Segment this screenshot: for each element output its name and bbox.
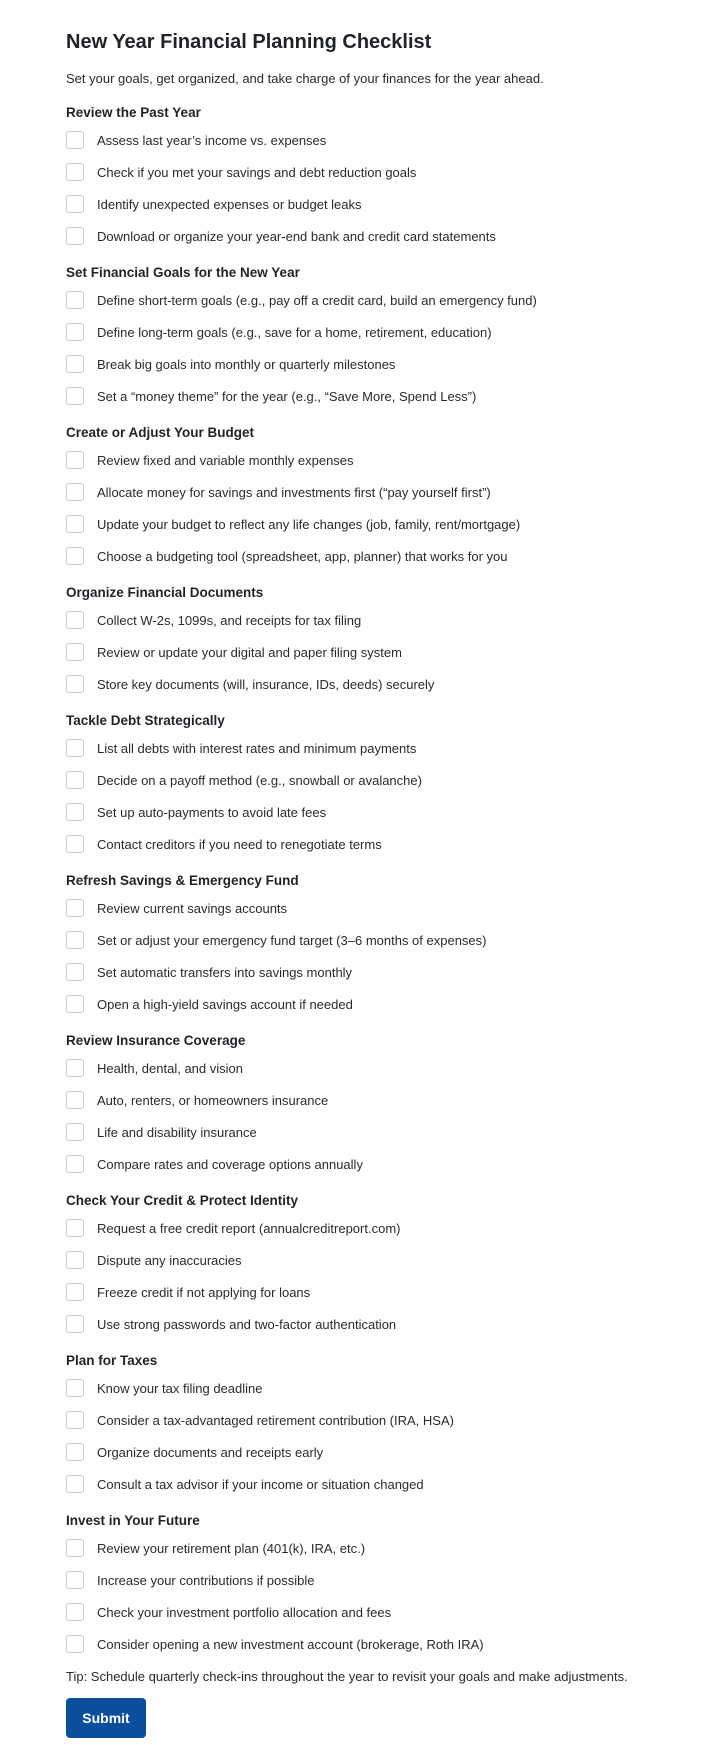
checkbox[interactable] [66, 931, 84, 949]
checklist-item[interactable] [66, 1052, 711, 1084]
section-0 [66, 104, 711, 252]
checklist-item[interactable] [66, 1148, 711, 1180]
checklist-item-label: Allocate money for savings and investments first (“pay yourself first”) [97, 484, 491, 500]
checklist-item-label: Dispute any inaccuracies [97, 1252, 242, 1268]
checklist-item-label: Consider a tax-advantaged retirement contribution (IRA, HSA) [97, 1412, 454, 1428]
checkbox[interactable] [66, 1571, 84, 1589]
checklist-item[interactable] [66, 1404, 711, 1436]
section-title: Tackle Debt Strategically [66, 713, 225, 728]
checklist-item-label: Identify unexpected expenses or budget leaks [97, 196, 362, 212]
checklist [66, 732, 711, 860]
checkbox[interactable] [66, 1315, 84, 1333]
checkbox[interactable] [66, 355, 84, 373]
checklist-item[interactable] [66, 1596, 711, 1628]
checklist-item-label: Know your tax filing deadline [97, 1380, 263, 1396]
checklist-item-label: Freeze credit if not applying for loans [97, 1284, 311, 1300]
checkbox[interactable] [66, 1539, 84, 1557]
checkbox[interactable] [66, 1219, 84, 1237]
section-title: Organize Financial Documents [66, 585, 264, 600]
checklist-item-label: Compare rates and coverage options annually [97, 1156, 363, 1172]
checklist-item[interactable] [66, 1308, 711, 1340]
checkbox[interactable] [66, 1475, 84, 1493]
checklist [66, 284, 711, 412]
checklist [66, 1372, 711, 1500]
checklist-item-label: Review or update your digital and paper filing system [97, 644, 402, 660]
checkbox[interactable] [66, 387, 84, 405]
section-8 [66, 1352, 711, 1500]
submit-button[interactable]: Submit [66, 1698, 146, 1738]
page-title: New Year Financial Planning Checklist [66, 31, 432, 53]
checklist [66, 444, 711, 572]
checklist-item[interactable] [66, 796, 711, 828]
checklist-item-label: Assess last year’s income vs. expenses [97, 132, 327, 148]
checklist-item[interactable] [66, 1212, 711, 1244]
checklist-item-label: Collect W-2s, 1099s, and receipts for tax filing [97, 612, 362, 628]
checklist-item-label: Update your budget to reflect any life changes (job, family, rent/mortgage) [97, 516, 521, 532]
checklist-item[interactable] [66, 1532, 711, 1564]
checklist-sections [66, 104, 711, 1660]
checklist-item-label: Set up auto-payments to avoid late fees [97, 804, 327, 820]
checklist-item[interactable] [66, 284, 711, 316]
section-1 [66, 264, 711, 412]
section-7 [66, 1192, 711, 1340]
checklist-item[interactable] [66, 476, 711, 508]
checklist-item-label: Organize documents and receipts early [97, 1444, 324, 1460]
checklist-item-label: Review fixed and variable monthly expenses [97, 452, 354, 468]
checklist-item[interactable] [66, 1372, 711, 1404]
checklist-item-label: Review your retirement plan (401(k), IRA, etc.) [97, 1540, 366, 1556]
checkbox[interactable] [66, 803, 84, 821]
checklist-item-label: Use strong passwords and two-factor authentication [97, 1316, 397, 1332]
checklist-item[interactable] [66, 636, 711, 668]
checkbox[interactable] [66, 1635, 84, 1653]
checklist-item[interactable] [66, 828, 711, 860]
checklist-item[interactable] [66, 1276, 711, 1308]
checklist-item[interactable] [66, 220, 711, 252]
checklist-item-label: Open a high-yield savings account if needed [97, 996, 353, 1012]
checkbox[interactable] [66, 675, 84, 693]
checklist-item[interactable] [66, 604, 711, 636]
checklist-item[interactable] [66, 188, 711, 220]
checklist-item-label: Auto, renters, or homeowners insurance [97, 1092, 329, 1108]
checklist-item[interactable] [66, 892, 711, 924]
section-title: Refresh Savings & Emergency Fund [66, 873, 299, 888]
checkbox[interactable] [66, 611, 84, 629]
section-2 [66, 424, 711, 572]
checklist-item[interactable] [66, 764, 711, 796]
checklist-item[interactable] [66, 316, 711, 348]
checkbox[interactable] [66, 1155, 84, 1173]
checklist-item-label: Review current savings accounts [97, 900, 288, 916]
section-title: Invest in Your Future [66, 1513, 200, 1528]
checklist-item-label: Choose a budgeting tool (spreadsheet, app, planner) that works for you [97, 548, 508, 564]
checklist-item[interactable] [66, 540, 711, 572]
section-title: Set Financial Goals for the New Year [66, 265, 300, 280]
checkbox[interactable] [66, 771, 84, 789]
checkbox[interactable] [66, 899, 84, 917]
checkbox[interactable] [66, 195, 84, 213]
checkbox[interactable] [66, 323, 84, 341]
section-title: Review the Past Year [66, 105, 201, 120]
checklist-item[interactable] [66, 1244, 711, 1276]
checkbox[interactable] [66, 483, 84, 501]
section-4 [66, 712, 711, 860]
checklist-item-label: Consider opening a new investment account (brokerage, Roth IRA) [97, 1636, 484, 1652]
checklist-item-label: Life and disability insurance [97, 1124, 257, 1140]
checkbox[interactable] [66, 291, 84, 309]
checklist-item[interactable] [66, 988, 711, 1020]
section-3 [66, 584, 711, 700]
checkbox[interactable] [66, 227, 84, 245]
checkbox[interactable] [66, 963, 84, 981]
checklist-item[interactable] [66, 1436, 711, 1468]
checklist-item-label: Store key documents (will, insurance, IDs, deeds) securely [97, 676, 435, 692]
checkbox[interactable] [66, 1603, 84, 1621]
checkbox[interactable] [66, 835, 84, 853]
checklist-item-label: Define long-term goals (e.g., save for a home, retirement, education) [97, 324, 492, 340]
intro-text: Set your goals, get organized, and take charge of your finances for the year ahead. [66, 71, 544, 86]
checkbox[interactable] [66, 995, 84, 1013]
checklist-item-label: Download or organize your year-end bank and credit card statements [97, 228, 496, 244]
section-title: Create or Adjust Your Budget [66, 425, 255, 440]
checkbox[interactable] [66, 451, 84, 469]
checklist-item[interactable] [66, 156, 711, 188]
checkbox[interactable] [66, 547, 84, 565]
checklist-item-label: Increase your contributions if possible [97, 1572, 315, 1588]
checkbox[interactable] [66, 163, 84, 181]
checklist-item-label: Request a free credit report (annualcreditreport.com) [97, 1220, 401, 1236]
checklist-item[interactable] [66, 1628, 711, 1660]
checklist-item-label: Decide on a payoff method (e.g., snowball or avalanche) [97, 772, 422, 788]
checklist [66, 1052, 711, 1180]
checklist [66, 892, 711, 1020]
checkbox[interactable] [66, 1443, 84, 1461]
checkbox[interactable] [66, 1379, 84, 1397]
checkbox[interactable] [66, 1091, 84, 1109]
section-title: Check Your Credit & Protect Identity [66, 1193, 299, 1208]
checkbox[interactable] [66, 1059, 84, 1077]
checklist-item[interactable] [66, 924, 711, 956]
checkbox[interactable] [66, 515, 84, 533]
checklist-item-label: Set or adjust your emergency fund target (3–6 months of expenses) [97, 932, 487, 948]
checklist-item-label: Check if you met your savings and debt reduction goals [97, 164, 417, 180]
checkbox[interactable] [66, 1251, 84, 1269]
section-title: Review Insurance Coverage [66, 1033, 246, 1048]
checklist-item[interactable] [66, 124, 711, 156]
checklist-item[interactable] [66, 732, 711, 764]
checklist [66, 124, 711, 252]
checklist-item-label: Break big goals into monthly or quarterly milestones [97, 356, 396, 372]
section-5 [66, 872, 711, 1020]
checklist-item-label: Define short-term goals (e.g., pay off a credit card, build an emergency fund) [97, 292, 537, 308]
checklist-item-label: Set a “money theme” for the year (e.g., “Save More, Spend Less”) [97, 388, 477, 404]
checklist-item[interactable] [66, 348, 711, 380]
checkbox[interactable] [66, 1123, 84, 1141]
checklist [66, 604, 711, 700]
checklist-item-label: List all debts with interest rates and minimum payments [97, 740, 417, 756]
section-9 [66, 1512, 711, 1660]
checklist-item[interactable] [66, 1564, 711, 1596]
checklist-item-label: Contact creditors if you need to renegotiate terms [97, 836, 382, 852]
checklist-item[interactable] [66, 444, 711, 476]
checklist [66, 1532, 711, 1660]
checkbox[interactable] [66, 643, 84, 661]
tip-text: Tip: Schedule quarterly check-ins throughout the year to revisit your goals and make adjustments. [66, 1669, 628, 1684]
checklist-item-label: Set automatic transfers into savings monthly [97, 964, 353, 980]
section-6 [66, 1032, 711, 1180]
checklist-item-label: Check your investment portfolio allocation and fees [97, 1604, 392, 1620]
section-title: Plan for Taxes [66, 1353, 158, 1368]
checkbox[interactable] [66, 131, 84, 149]
checklist-item[interactable] [66, 956, 711, 988]
checklist-item[interactable] [66, 508, 711, 540]
checklist-item[interactable] [66, 1468, 711, 1500]
checklist-item[interactable] [66, 380, 711, 412]
checkbox[interactable] [66, 739, 84, 757]
checklist-item[interactable] [66, 1116, 711, 1148]
checkbox[interactable] [66, 1411, 84, 1429]
checklist-item[interactable] [66, 668, 711, 700]
checklist-item-label: Health, dental, and vision [97, 1060, 243, 1076]
checklist-item[interactable] [66, 1084, 711, 1116]
checklist [66, 1212, 711, 1340]
checklist-item-label: Consult a tax advisor if your income or situation changed [97, 1476, 424, 1492]
checkbox[interactable] [66, 1283, 84, 1301]
